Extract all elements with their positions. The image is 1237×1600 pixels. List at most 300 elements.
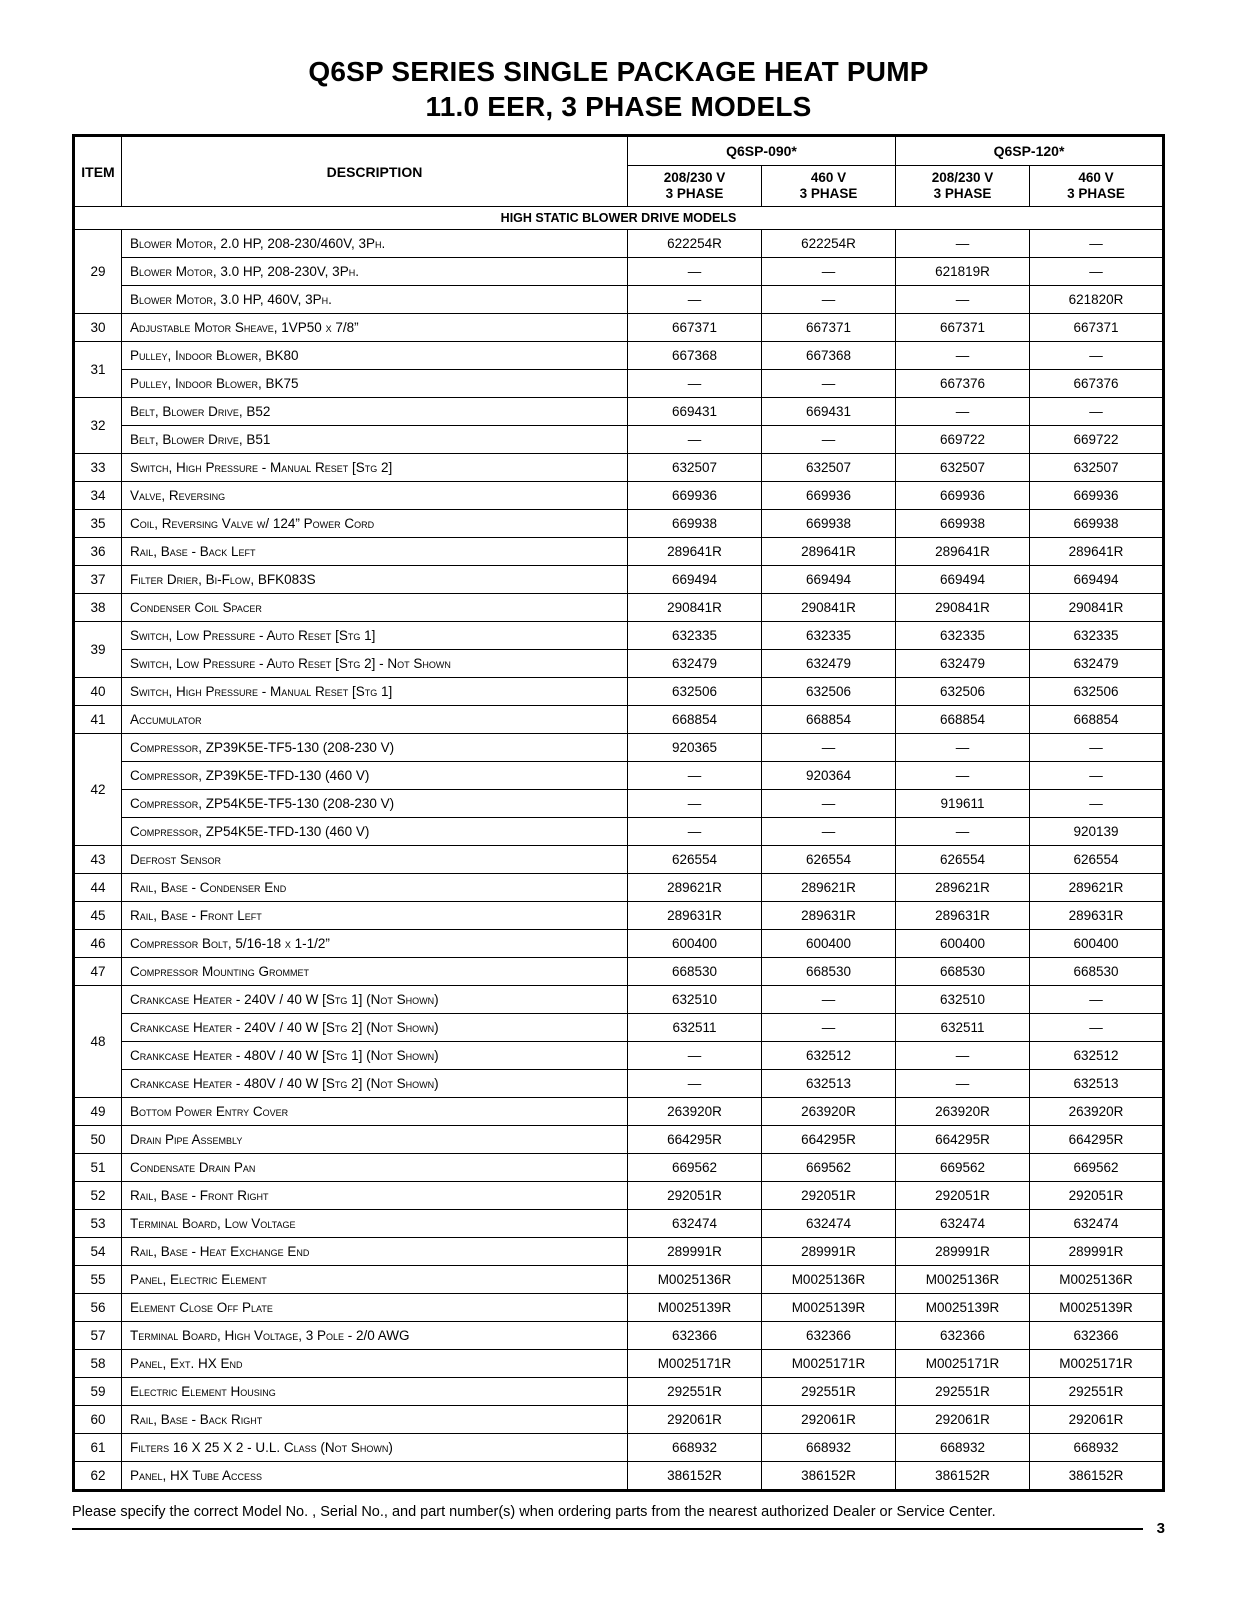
voltage-label: 208/230 V bbox=[931, 170, 994, 185]
page-number: 3 bbox=[1156, 1520, 1165, 1537]
description-cell: Blower Motor, 3.0 HP, 460V, 3Ph. bbox=[122, 286, 628, 314]
phase-label: 3 PHASE bbox=[799, 186, 858, 202]
part-number-cell: 664295R bbox=[1029, 1126, 1163, 1154]
table-row bbox=[74, 1266, 1164, 1294]
ordering-note: Please specify the correct Model No. , Serial No., and part number(s) when ordering parts from the nearest authorized Dealer or Service Center. bbox=[72, 1504, 996, 1521]
part-number-cell: 669722 bbox=[895, 426, 1029, 454]
part-number-cell: 668854 bbox=[627, 706, 761, 734]
description-cell: Panel, Ext. HX End bbox=[122, 1350, 628, 1378]
table-row bbox=[74, 790, 1164, 818]
part-number-cell: 289991R bbox=[1029, 1238, 1163, 1266]
item-number-cell: 31 bbox=[74, 342, 122, 398]
part-number-cell: 632507 bbox=[627, 454, 761, 482]
item-number-cell: 62 bbox=[74, 1462, 122, 1491]
part-number-cell: 669936 bbox=[761, 482, 895, 510]
part-number-cell: 600400 bbox=[627, 930, 761, 958]
description-column-header: DESCRIPTION bbox=[122, 136, 628, 207]
part-number-cell: 289621R bbox=[627, 874, 761, 902]
description-cell: Panel, Electric Element bbox=[122, 1266, 628, 1294]
part-number-cell: 668932 bbox=[895, 1434, 1029, 1462]
table-row bbox=[74, 1182, 1164, 1210]
part-number-cell: 664295R bbox=[761, 1126, 895, 1154]
part-number-cell: 632335 bbox=[627, 622, 761, 650]
item-number-cell: 53 bbox=[74, 1210, 122, 1238]
part-number-cell: 669562 bbox=[895, 1154, 1029, 1182]
table-row bbox=[74, 930, 1164, 958]
item-number-cell: 55 bbox=[74, 1266, 122, 1294]
item-number-cell: 61 bbox=[74, 1434, 122, 1462]
description-cell: Filters 16 X 25 X 2 - U.L. Class (Not Shown) bbox=[122, 1434, 628, 1462]
part-number-cell: 632366 bbox=[627, 1322, 761, 1350]
voltage-column-header bbox=[895, 166, 1029, 207]
part-number-cell: 669431 bbox=[627, 398, 761, 426]
part-number-cell: M0025171R bbox=[895, 1350, 1029, 1378]
item-number-cell: 36 bbox=[74, 538, 122, 566]
table-row bbox=[74, 1434, 1164, 1462]
part-number-cell: 669938 bbox=[627, 510, 761, 538]
item-number-cell: 42 bbox=[74, 734, 122, 846]
part-number-cell: — bbox=[895, 818, 1029, 846]
part-number-cell: 600400 bbox=[1029, 930, 1163, 958]
part-number-cell: M0025139R bbox=[1029, 1294, 1163, 1322]
part-number-cell: 386152R bbox=[895, 1462, 1029, 1491]
description-cell: Adjustable Motor Sheave, 1VP50 x 7/8” bbox=[122, 314, 628, 342]
part-number-cell: 292551R bbox=[1029, 1378, 1163, 1406]
table-row bbox=[74, 706, 1164, 734]
part-number-cell: 920364 bbox=[761, 762, 895, 790]
part-number-cell: 290841R bbox=[761, 594, 895, 622]
description-cell: Filter Drier, Bi-Flow, BFK083S bbox=[122, 566, 628, 594]
part-number-cell: 622254R bbox=[761, 230, 895, 258]
part-number-cell: 632366 bbox=[1029, 1322, 1163, 1350]
part-number-cell: 664295R bbox=[627, 1126, 761, 1154]
part-number-cell: 632479 bbox=[1029, 650, 1163, 678]
table-row bbox=[74, 1378, 1164, 1406]
part-number-cell: — bbox=[761, 426, 895, 454]
part-number-cell: 632366 bbox=[761, 1322, 895, 1350]
part-number-cell: 632366 bbox=[895, 1322, 1029, 1350]
part-number-cell: 289641R bbox=[895, 538, 1029, 566]
part-number-cell: M0025171R bbox=[1029, 1350, 1163, 1378]
part-number-cell: — bbox=[1029, 986, 1163, 1014]
part-number-cell: 600400 bbox=[895, 930, 1029, 958]
table-row bbox=[74, 650, 1164, 678]
document-title bbox=[72, 54, 1165, 124]
part-number-cell: 632507 bbox=[761, 454, 895, 482]
part-number-cell: 626554 bbox=[761, 846, 895, 874]
item-number-cell: 44 bbox=[74, 874, 122, 902]
part-number-cell: 668530 bbox=[761, 958, 895, 986]
part-number-cell: 289631R bbox=[895, 902, 1029, 930]
item-number-cell: 43 bbox=[74, 846, 122, 874]
voltage-column-header bbox=[1029, 166, 1163, 207]
part-number-cell: 632479 bbox=[761, 650, 895, 678]
voltage-column-header bbox=[761, 166, 895, 207]
part-number-cell: 632512 bbox=[761, 1042, 895, 1070]
description-cell: Defrost Sensor bbox=[122, 846, 628, 874]
part-number-cell: 289641R bbox=[1029, 538, 1163, 566]
part-number-cell: 667371 bbox=[627, 314, 761, 342]
description-cell: Rail, Base - Front Left bbox=[122, 902, 628, 930]
part-number-cell: 669494 bbox=[761, 566, 895, 594]
part-number-cell: 668932 bbox=[1029, 1434, 1163, 1462]
table-row bbox=[74, 538, 1164, 566]
table-row bbox=[74, 286, 1164, 314]
part-number-cell: 290841R bbox=[895, 594, 1029, 622]
part-number-cell: 632335 bbox=[1029, 622, 1163, 650]
part-number-cell: 632512 bbox=[1029, 1042, 1163, 1070]
item-number-cell: 51 bbox=[74, 1154, 122, 1182]
description-cell: Terminal Board, Low Voltage bbox=[122, 1210, 628, 1238]
part-number-cell: 668530 bbox=[895, 958, 1029, 986]
table-row bbox=[74, 230, 1164, 258]
part-number-cell: 622254R bbox=[627, 230, 761, 258]
part-number-cell: 289631R bbox=[627, 902, 761, 930]
description-cell: Switch, High Pressure - Manual Reset [Stg 1] bbox=[122, 678, 628, 706]
item-number-cell: 58 bbox=[74, 1350, 122, 1378]
part-number-cell: 626554 bbox=[627, 846, 761, 874]
part-number-cell: 632506 bbox=[761, 678, 895, 706]
part-number-cell: 621820R bbox=[1029, 286, 1163, 314]
part-number-cell: M0025136R bbox=[1029, 1266, 1163, 1294]
part-number-cell: 386152R bbox=[627, 1462, 761, 1491]
item-number-cell: 56 bbox=[74, 1294, 122, 1322]
part-number-cell: 290841R bbox=[627, 594, 761, 622]
section-header-row bbox=[74, 207, 1164, 230]
part-number-cell: — bbox=[1029, 230, 1163, 258]
part-number-cell: — bbox=[895, 342, 1029, 370]
parts-table-header bbox=[74, 136, 1164, 207]
part-number-cell: 292051R bbox=[761, 1182, 895, 1210]
part-number-cell: 664295R bbox=[895, 1126, 1029, 1154]
part-number-cell: 289621R bbox=[761, 874, 895, 902]
table-row bbox=[74, 1070, 1164, 1098]
part-number-cell: 667371 bbox=[895, 314, 1029, 342]
part-number-cell: 919611 bbox=[895, 790, 1029, 818]
description-cell: Rail, Base - Condenser End bbox=[122, 874, 628, 902]
part-number-cell: 632507 bbox=[895, 454, 1029, 482]
part-number-cell: 289631R bbox=[761, 902, 895, 930]
part-number-cell: — bbox=[761, 370, 895, 398]
table-row bbox=[74, 1126, 1164, 1154]
table-row bbox=[74, 902, 1164, 930]
description-cell: Valve, Reversing bbox=[122, 482, 628, 510]
description-cell: Compressor, ZP39K5E-TFD-130 (460 V) bbox=[122, 762, 628, 790]
part-number-cell: — bbox=[1029, 1014, 1163, 1042]
part-number-cell: 290841R bbox=[1029, 594, 1163, 622]
part-number-cell: 289991R bbox=[895, 1238, 1029, 1266]
part-number-cell: 667376 bbox=[895, 370, 1029, 398]
table-row bbox=[74, 678, 1164, 706]
part-number-cell: 632474 bbox=[895, 1210, 1029, 1238]
item-column-header: ITEM bbox=[74, 136, 122, 207]
item-number-cell: 60 bbox=[74, 1406, 122, 1434]
description-cell: Electric Element Housing bbox=[122, 1378, 628, 1406]
part-number-cell: — bbox=[1029, 734, 1163, 762]
table-row bbox=[74, 1322, 1164, 1350]
description-cell: Belt, Blower Drive, B51 bbox=[122, 426, 628, 454]
part-number-cell: 292551R bbox=[895, 1378, 1029, 1406]
part-number-cell: — bbox=[761, 1014, 895, 1042]
part-number-cell: 626554 bbox=[1029, 846, 1163, 874]
part-number-cell: M0025171R bbox=[627, 1350, 761, 1378]
voltage-label: 208/230 V bbox=[663, 170, 726, 185]
table-row bbox=[74, 398, 1164, 426]
table-row bbox=[74, 258, 1164, 286]
table-row bbox=[74, 510, 1164, 538]
part-number-cell: 632474 bbox=[1029, 1210, 1163, 1238]
part-number-cell: 289991R bbox=[761, 1238, 895, 1266]
part-number-cell: 632511 bbox=[895, 1014, 1029, 1042]
part-number-cell: 669494 bbox=[627, 566, 761, 594]
part-number-cell: 632479 bbox=[627, 650, 761, 678]
part-number-cell: — bbox=[627, 1042, 761, 1070]
description-cell: Blower Motor, 2.0 HP, 208-230/460V, 3Ph. bbox=[122, 230, 628, 258]
description-cell: Panel, HX Tube Access bbox=[122, 1462, 628, 1491]
part-number-cell: 632511 bbox=[627, 1014, 761, 1042]
part-number-cell: — bbox=[761, 734, 895, 762]
part-number-cell: M0025171R bbox=[761, 1350, 895, 1378]
part-number-cell: 669938 bbox=[1029, 510, 1163, 538]
part-number-cell: — bbox=[627, 762, 761, 790]
part-number-cell: M0025139R bbox=[895, 1294, 1029, 1322]
part-number-cell: — bbox=[895, 398, 1029, 426]
part-number-cell: 668854 bbox=[761, 706, 895, 734]
part-number-cell: — bbox=[761, 258, 895, 286]
description-cell: Accumulator bbox=[122, 706, 628, 734]
description-cell: Pulley, Indoor Blower, BK80 bbox=[122, 342, 628, 370]
part-number-cell: — bbox=[1029, 342, 1163, 370]
part-number-cell: 292061R bbox=[627, 1406, 761, 1434]
table-row bbox=[74, 734, 1164, 762]
header-row-models bbox=[74, 136, 1164, 166]
part-number-cell: 669938 bbox=[895, 510, 1029, 538]
part-number-cell: — bbox=[627, 286, 761, 314]
part-number-cell: M0025139R bbox=[627, 1294, 761, 1322]
part-number-cell: 626554 bbox=[895, 846, 1029, 874]
table-row bbox=[74, 874, 1164, 902]
part-number-cell: — bbox=[761, 286, 895, 314]
part-number-cell: — bbox=[761, 790, 895, 818]
part-number-cell: 632510 bbox=[627, 986, 761, 1014]
item-number-cell: 33 bbox=[74, 454, 122, 482]
item-number-cell: 30 bbox=[74, 314, 122, 342]
part-number-cell: 289641R bbox=[761, 538, 895, 566]
item-number-cell: 29 bbox=[74, 230, 122, 314]
part-number-cell: 668854 bbox=[1029, 706, 1163, 734]
item-number-cell: 50 bbox=[74, 1126, 122, 1154]
part-number-cell: 667371 bbox=[1029, 314, 1163, 342]
model-group-header-q6sp090: Q6SP-090* bbox=[627, 136, 895, 166]
table-row bbox=[74, 846, 1164, 874]
table-row bbox=[74, 566, 1164, 594]
part-number-cell: 667376 bbox=[1029, 370, 1163, 398]
item-number-cell: 35 bbox=[74, 510, 122, 538]
item-number-cell: 47 bbox=[74, 958, 122, 986]
part-number-cell: 669562 bbox=[627, 1154, 761, 1182]
description-cell: Switch, High Pressure - Manual Reset [Stg 2] bbox=[122, 454, 628, 482]
part-number-cell: 292061R bbox=[761, 1406, 895, 1434]
phase-label: 3 PHASE bbox=[1067, 186, 1125, 202]
part-number-cell: 668530 bbox=[627, 958, 761, 986]
description-cell: Crankcase Heater - 480V / 40 W [Stg 1] (Not Shown) bbox=[122, 1042, 628, 1070]
part-number-cell: 632506 bbox=[1029, 678, 1163, 706]
part-number-cell: 632335 bbox=[895, 622, 1029, 650]
voltage-label: 460 V bbox=[810, 170, 847, 185]
description-cell: Rail, Base - Heat Exchange End bbox=[122, 1238, 628, 1266]
part-number-cell: — bbox=[1029, 398, 1163, 426]
part-number-cell: 621819R bbox=[895, 258, 1029, 286]
description-cell: Compressor Bolt, 5/16-18 x 1-1/2” bbox=[122, 930, 628, 958]
part-number-cell: — bbox=[761, 818, 895, 846]
part-number-cell: 669562 bbox=[761, 1154, 895, 1182]
title-line-2: 11.0 EER, 3 PHASE MODELS bbox=[425, 91, 812, 122]
parts-table bbox=[72, 134, 1165, 1492]
part-number-cell: 289641R bbox=[627, 538, 761, 566]
table-row bbox=[74, 1462, 1164, 1491]
part-number-cell: 669938 bbox=[761, 510, 895, 538]
description-cell: Compressor, ZP39K5E-TF5-130 (208-230 V) bbox=[122, 734, 628, 762]
part-number-cell: — bbox=[1029, 258, 1163, 286]
part-number-cell: 289991R bbox=[627, 1238, 761, 1266]
phase-label: 3 PHASE bbox=[933, 186, 992, 202]
table-row bbox=[74, 1042, 1164, 1070]
part-number-cell: M0025136R bbox=[627, 1266, 761, 1294]
phase-label: 3 PHASE bbox=[665, 186, 724, 202]
item-number-cell: 39 bbox=[74, 622, 122, 678]
description-cell: Belt, Blower Drive, B52 bbox=[122, 398, 628, 426]
description-cell: Bottom Power Entry Cover bbox=[122, 1098, 628, 1126]
part-number-cell: 289621R bbox=[1029, 874, 1163, 902]
voltage-label: 460 V bbox=[1078, 170, 1114, 185]
description-cell: Terminal Board, High Voltage, 3 Pole - 2/0 AWG bbox=[122, 1322, 628, 1350]
part-number-cell: 632513 bbox=[761, 1070, 895, 1098]
part-number-cell: 632510 bbox=[895, 986, 1029, 1014]
part-number-cell: — bbox=[627, 1070, 761, 1098]
description-cell: Switch, Low Pressure - Auto Reset [Stg 2] - Not Shown bbox=[122, 650, 628, 678]
part-number-cell: 292051R bbox=[1029, 1182, 1163, 1210]
table-row bbox=[74, 1210, 1164, 1238]
part-number-cell: 632479 bbox=[895, 650, 1029, 678]
part-number-cell: 292061R bbox=[895, 1406, 1029, 1434]
part-number-cell: 292061R bbox=[1029, 1406, 1163, 1434]
part-number-cell: — bbox=[627, 426, 761, 454]
part-number-cell: 632507 bbox=[1029, 454, 1163, 482]
item-number-cell: 57 bbox=[74, 1322, 122, 1350]
description-cell: Condenser Coil Spacer bbox=[122, 594, 628, 622]
table-row bbox=[74, 986, 1164, 1014]
part-number-cell: 632513 bbox=[1029, 1070, 1163, 1098]
part-number-cell: 292551R bbox=[761, 1378, 895, 1406]
description-cell: Crankcase Heater - 240V / 40 W [Stg 2] (Not Shown) bbox=[122, 1014, 628, 1042]
table-row bbox=[74, 342, 1164, 370]
part-number-cell: — bbox=[627, 370, 761, 398]
table-row bbox=[74, 426, 1164, 454]
table-row bbox=[74, 1014, 1164, 1042]
part-number-cell: 667368 bbox=[761, 342, 895, 370]
table-row bbox=[74, 1238, 1164, 1266]
item-number-cell: 52 bbox=[74, 1182, 122, 1210]
part-number-cell: 289621R bbox=[895, 874, 1029, 902]
part-number-cell: 292551R bbox=[627, 1378, 761, 1406]
part-number-cell: 632506 bbox=[627, 678, 761, 706]
table-row bbox=[74, 818, 1164, 846]
part-number-cell: 263920R bbox=[895, 1098, 1029, 1126]
part-number-cell: 289631R bbox=[1029, 902, 1163, 930]
part-number-cell: 668854 bbox=[895, 706, 1029, 734]
item-number-cell: 37 bbox=[74, 566, 122, 594]
table-row bbox=[74, 622, 1164, 650]
part-number-cell: 292051R bbox=[895, 1182, 1029, 1210]
description-cell: Condensate Drain Pan bbox=[122, 1154, 628, 1182]
description-cell: Rail, Base - Back Left bbox=[122, 538, 628, 566]
part-number-cell: 669562 bbox=[1029, 1154, 1163, 1182]
model-group-header-q6sp120: Q6SP-120* bbox=[895, 136, 1163, 166]
description-cell: Compressor Mounting Grommet bbox=[122, 958, 628, 986]
part-number-cell: — bbox=[627, 258, 761, 286]
part-number-cell: — bbox=[895, 230, 1029, 258]
description-cell: Switch, Low Pressure - Auto Reset [Stg 1] bbox=[122, 622, 628, 650]
item-number-cell: 49 bbox=[74, 1098, 122, 1126]
part-number-cell: — bbox=[895, 286, 1029, 314]
description-cell: Compressor, ZP54K5E-TFD-130 (460 V) bbox=[122, 818, 628, 846]
table-row bbox=[74, 1406, 1164, 1434]
table-row bbox=[74, 482, 1164, 510]
part-number-cell: 669431 bbox=[761, 398, 895, 426]
part-number-cell: 668932 bbox=[761, 1434, 895, 1462]
table-row bbox=[74, 958, 1164, 986]
item-number-cell: 32 bbox=[74, 398, 122, 454]
item-number-cell: 46 bbox=[74, 930, 122, 958]
table-row bbox=[74, 1098, 1164, 1126]
part-number-cell: 669936 bbox=[627, 482, 761, 510]
table-row bbox=[74, 762, 1164, 790]
part-number-cell: — bbox=[895, 734, 1029, 762]
part-number-cell: 600400 bbox=[761, 930, 895, 958]
item-number-cell: 34 bbox=[74, 482, 122, 510]
part-number-cell: M0025139R bbox=[761, 1294, 895, 1322]
part-number-cell: 292051R bbox=[627, 1182, 761, 1210]
part-number-cell: — bbox=[1029, 790, 1163, 818]
part-number-cell: 669494 bbox=[1029, 566, 1163, 594]
description-cell: Crankcase Heater - 480V / 40 W [Stg 2] (Not Shown) bbox=[122, 1070, 628, 1098]
part-number-cell: 667371 bbox=[761, 314, 895, 342]
page-footer bbox=[72, 1520, 1165, 1537]
part-number-cell: 263920R bbox=[627, 1098, 761, 1126]
part-number-cell: 386152R bbox=[761, 1462, 895, 1491]
part-number-cell: 632474 bbox=[627, 1210, 761, 1238]
table-row bbox=[74, 370, 1164, 398]
description-cell: Blower Motor, 3.0 HP, 208-230V, 3Ph. bbox=[122, 258, 628, 286]
part-number-cell: 668530 bbox=[1029, 958, 1163, 986]
part-number-cell: — bbox=[895, 1042, 1029, 1070]
table-row bbox=[74, 1294, 1164, 1322]
part-number-cell: 920139 bbox=[1029, 818, 1163, 846]
item-number-cell: 40 bbox=[74, 678, 122, 706]
part-number-cell: 669936 bbox=[1029, 482, 1163, 510]
part-number-cell: 669722 bbox=[1029, 426, 1163, 454]
description-cell: Pulley, Indoor Blower, BK75 bbox=[122, 370, 628, 398]
item-number-cell: 45 bbox=[74, 902, 122, 930]
part-number-cell: 920365 bbox=[627, 734, 761, 762]
item-number-cell: 54 bbox=[74, 1238, 122, 1266]
description-cell: Coil, Reversing Valve w/ 124” Power Cord bbox=[122, 510, 628, 538]
description-cell: Drain Pipe Assembly bbox=[122, 1126, 628, 1154]
section-header: HIGH STATIC BLOWER DRIVE MODELS bbox=[74, 207, 1164, 230]
part-number-cell: — bbox=[895, 1070, 1029, 1098]
table-row bbox=[74, 454, 1164, 482]
description-cell: Rail, Base - Back Right bbox=[122, 1406, 628, 1434]
